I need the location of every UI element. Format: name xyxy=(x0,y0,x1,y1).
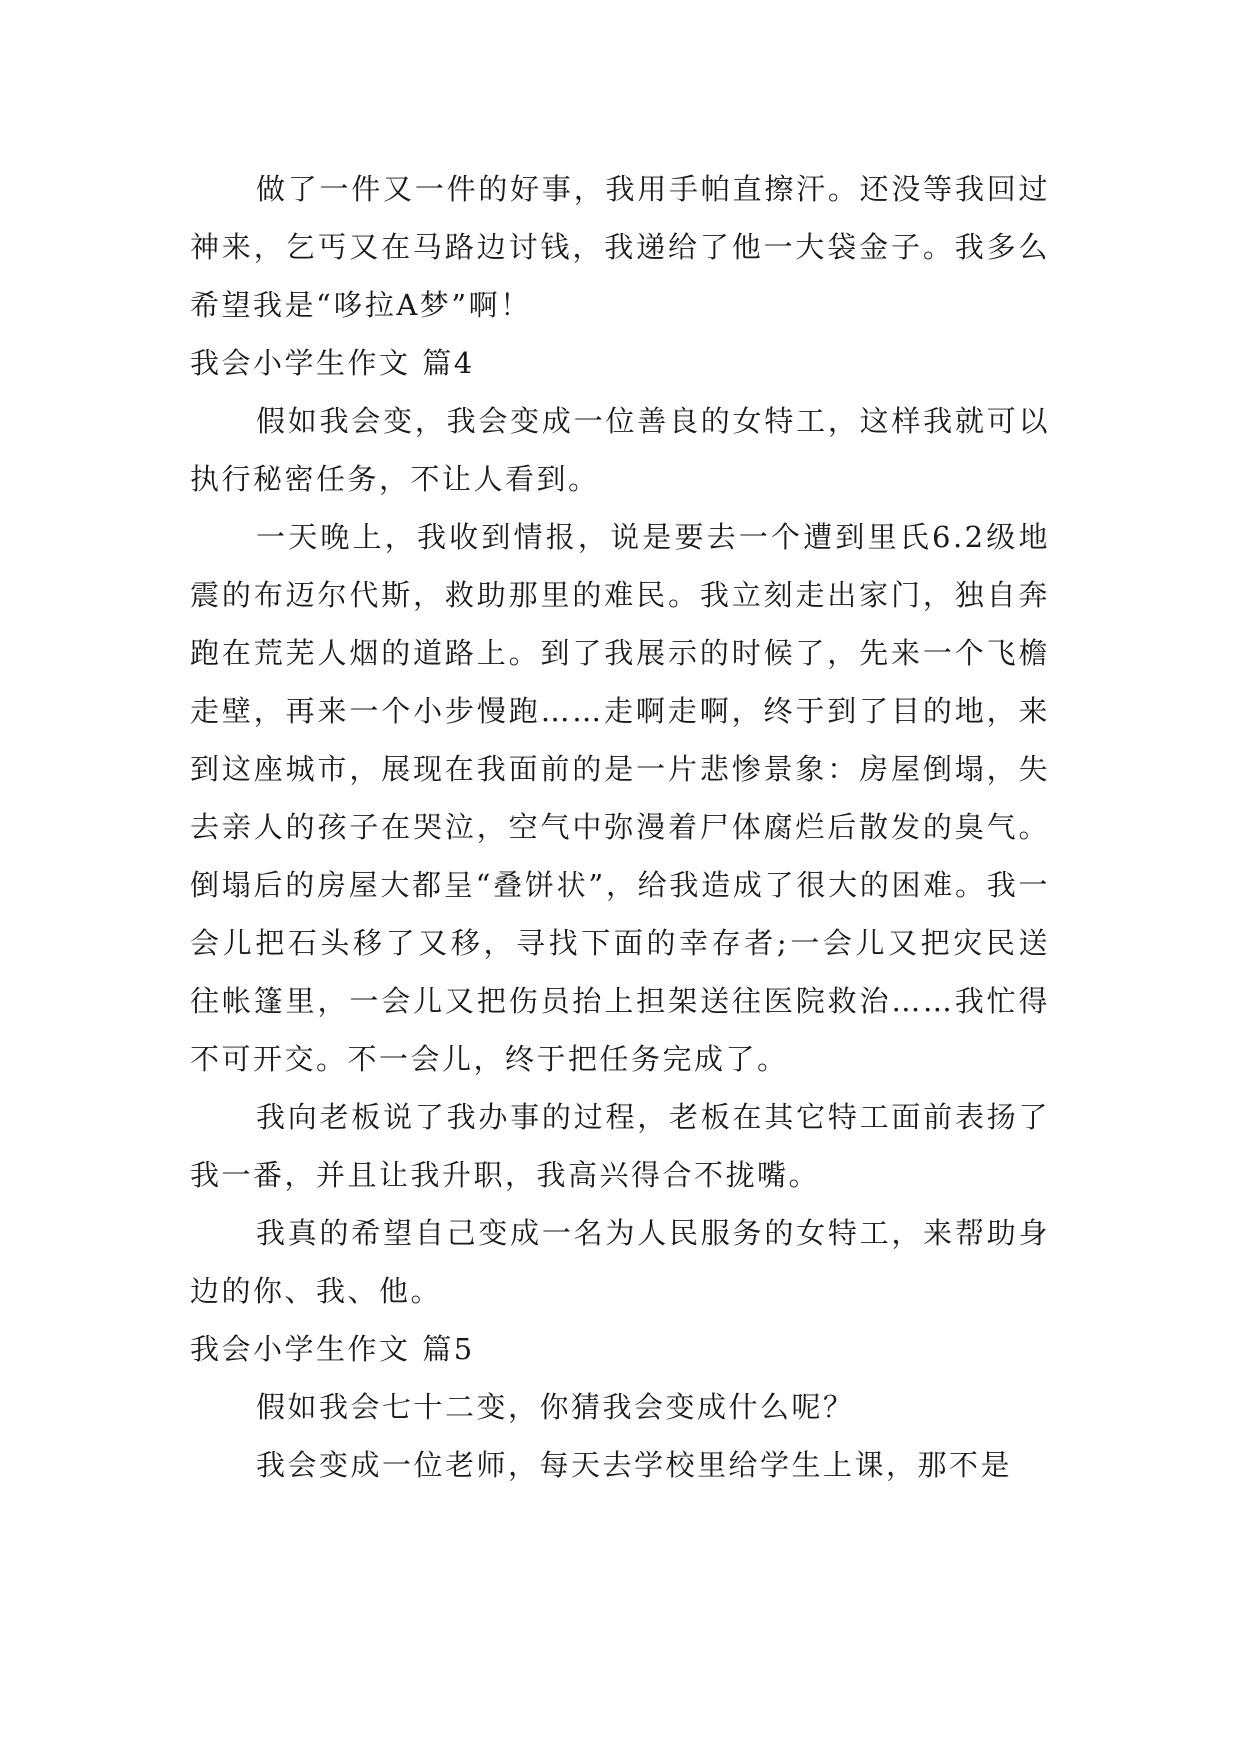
section-heading: 我会小学生作文 篇4 xyxy=(190,346,475,380)
paragraph: 我真的希望自己变成一名为人民服务的女特工，来帮助身边的你、我、他。 xyxy=(190,1216,1050,1308)
section-heading: 我会小学生作文 篇5 xyxy=(190,1332,475,1366)
document-page xyxy=(190,160,1050,1494)
paragraph: 我会变成一位老师，每天去学校里给学生上课，那不是 xyxy=(256,1448,1013,1482)
paragraph: 我向老板说了我办事的过程，老板在其它特工面前表扬了我一番，并且让我升职，我高兴得合不拢嘴。 xyxy=(190,1100,1050,1192)
paragraph: 做了一件又一件的好事，我用手帕直擦汗。还没等我回过神来，乞丐又在马路边讨钱，我递给了他一大袋金子。我多么希望我是“哆拉A梦”啊！ xyxy=(190,172,1050,322)
paragraph: 假如我会变，我会变成一位善良的女特工，这样我就可以执行秘密任务，不让人看到。 xyxy=(190,404,1050,496)
paragraph: 假如我会七十二变，你猜我会变成什么呢？ xyxy=(256,1390,855,1424)
paragraph: 一天晚上，我收到情报，说是要去一个遭到里氏6.2级地震的布迈尔代斯，救助那里的难民。我立刻走出家门，独自奔跑在荒芜人烟的道路上。到了我展示的时候了，先来一个飞檐走壁，再来一个小步慢跑……走啊走啊，终于到了目的地，来到这座城市，展现在我面前的是一片悲惨景象：房屋倒塌，失去亲人的孩子在哭泣，空气中弥漫着尸体腐烂后散发的臭气。倒塌后的房屋大都呈“叠饼状”，给我造成了很大的困难。我一会儿把石头移了又移，寻找下面的幸存者;一会儿又把灾民送往帐篷里，一会儿又把伤员抬上担架送往医院救治……我忙得不可开交。不一会儿，终于把任务完成了。 xyxy=(190,520,1050,1076)
